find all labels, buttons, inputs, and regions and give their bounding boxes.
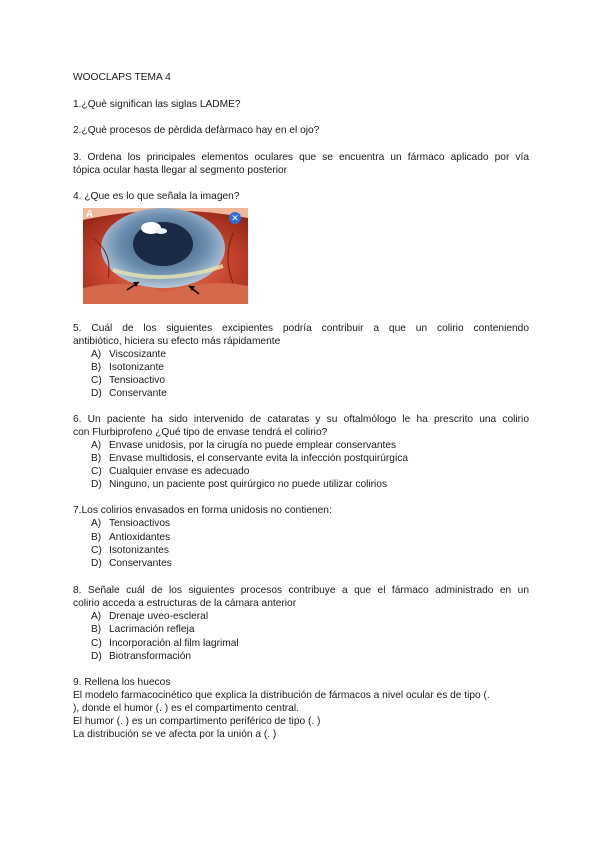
q8-option-b: B) Lacrimación refleja xyxy=(91,624,195,635)
question-3-line-1: 3. Ordena los principales elementos oculares que se encuentra un fármaco aplicado por vía xyxy=(73,152,529,163)
question-7: 7.Los colirios envasados en forma unidosis no contienen: xyxy=(73,505,332,516)
q8-option-d: D) Biotransformación xyxy=(91,651,192,662)
question-3-line-2: tópica ocular hasta llegar al segmento posterior xyxy=(73,165,288,176)
document-title: WOOCLAPS TEMA 4 xyxy=(73,72,171,83)
q7-option-d: D) Conservantes xyxy=(91,558,172,569)
q6-option-d: D) Ninguno, un paciente post quirúrgico no puede utilizar colirios xyxy=(91,479,388,490)
question-9-line-1: El modelo farmacocinético que explica la distribución de fármacos a nivel ocular es de tipo (. xyxy=(73,690,490,701)
question-9-line-2: ), donde el humor (. ) es el compartimento central. xyxy=(73,703,299,714)
q6-option-b: B) Envase multidosis, el conservante evita la infección postquirúrgica xyxy=(91,453,408,464)
question-5-line-2: antibiótico, hiciera su efecto más rápidamente xyxy=(73,336,281,347)
q5-option-a: A) Viscosizante xyxy=(91,349,167,360)
question-6-line-1: 6. Un paciente ha sido intervenido de cataratas y su oftalmólogo le ha prescrito una colirio xyxy=(73,414,529,425)
question-9-line-3: El humor (. ) es un compartimento periférico de tipo (. ) xyxy=(73,716,321,727)
question-8-line-1: 8. Señale cuál de los siguientes procesos contribuye a que el fármaco administrado en un xyxy=(73,585,529,596)
question-1: 1.¿Què significan las siglas LADME? xyxy=(73,99,241,110)
image-label-a: A xyxy=(86,209,94,220)
q5-option-c: C) Tensioactivo xyxy=(91,375,166,386)
eye-image xyxy=(83,208,248,304)
q6-option-c: C) Cualquier envase es adecuado xyxy=(91,466,250,477)
q7-option-b: B) Antioxidantes xyxy=(91,532,171,543)
question-8-line-2: colirio acceda a estructuras de la cámara anterior xyxy=(73,598,297,609)
q7-option-c: C) Isotonizantes xyxy=(91,545,170,556)
question-4: 4. ¿Que es lo que señala la imagen? xyxy=(73,191,240,202)
q8-option-a: A) Drenaje uveo-escleral xyxy=(91,611,209,622)
q7-option-a: A) Tensioactivos xyxy=(91,518,171,529)
question-2: 2.¿Què procesos de pèrdida defàrmaco hay en el ojo? xyxy=(73,125,320,136)
question-5-line-1: 5. Cuál de los siguientes excipientes podría contribuir a que un colirio conteniendo xyxy=(73,323,529,334)
question-9-heading: 9. Rellena los huecos xyxy=(73,677,171,688)
q6-option-a: A) Envase unidosis, por la cirugía no puede emplear conservantes xyxy=(91,440,397,451)
q5-option-b: B) Isotonizante xyxy=(91,362,164,373)
question-6-line-2: con Flurbiprofeno ¿Qué tipo de envase tendrá el colirio? xyxy=(73,427,328,438)
close-icon[interactable]: ✕ xyxy=(229,212,241,224)
q8-option-c: C) Incorporación al film lagrimal xyxy=(91,638,239,649)
q5-option-d: D) Conservante xyxy=(91,388,167,399)
question-9-line-4: La distribución se ve afecta por la unión a (. ) xyxy=(73,729,277,740)
